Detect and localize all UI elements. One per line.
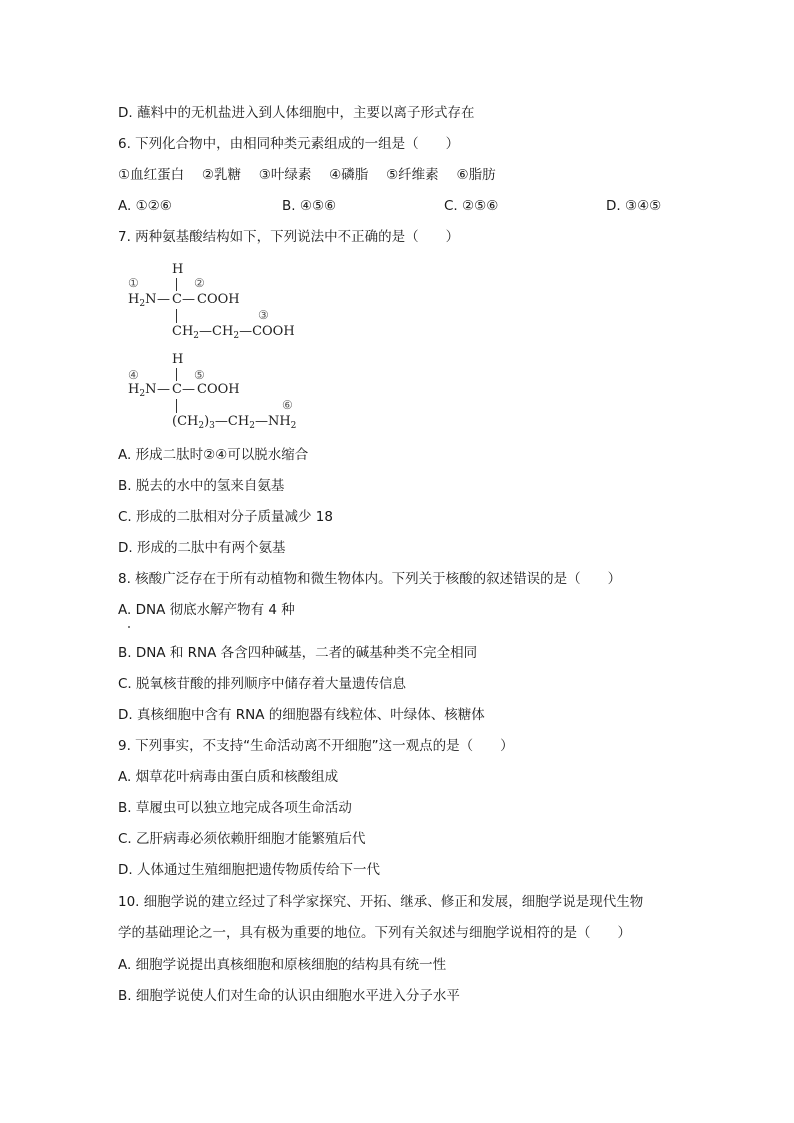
struct2-label-5: ⑤ bbox=[194, 368, 205, 382]
question-5-option-d: D. 蘸料中的无机盐进入到人体细胞中，主要以离子形式存在 bbox=[118, 105, 475, 121]
struct1-side-bond-2: — bbox=[239, 324, 253, 339]
struct1-ch-b: CH bbox=[212, 324, 234, 339]
struct1-amino-sub: 2 bbox=[139, 299, 146, 309]
question-7-option-d: D. 形成的二肽中有两个氨基 bbox=[118, 540, 286, 556]
struct2-nh: NH bbox=[267, 414, 291, 429]
struct2-ch-group: (CH bbox=[172, 414, 199, 429]
struct1-carboxyl: COOH bbox=[197, 292, 240, 307]
struct1-ch-a: CH bbox=[172, 324, 194, 339]
struct1-top-bond bbox=[176, 278, 177, 291]
struct1-bond-right: — bbox=[182, 292, 195, 307]
struct2-ch: CH bbox=[227, 414, 250, 429]
struct2-alpha-carbon: C bbox=[172, 382, 182, 397]
struct1-side-carboxyl: COOH bbox=[252, 324, 295, 339]
struct1-amino-h: H bbox=[128, 292, 140, 307]
question-7-option-a: A. 形成二肽时②④可以脱水缩合 bbox=[118, 447, 309, 463]
struct2-close-paren: ) bbox=[204, 414, 210, 429]
question-6-option-a: A. ①②⑥ bbox=[118, 198, 172, 214]
question-7-option-c: C. 形成的二肽相对分子质量减少 18 bbox=[118, 509, 333, 525]
struct2-amino-sub: 2 bbox=[139, 389, 146, 399]
struct1-bond-left: — bbox=[157, 292, 170, 307]
question-9-option-d: D. 人体通过生殖细胞把遗传物质传给下一代 bbox=[118, 862, 380, 878]
struct2-bond-left: — bbox=[157, 382, 170, 397]
struct2-bond-right: — bbox=[182, 382, 195, 397]
struct2-label-6: ⑥ bbox=[282, 398, 293, 412]
question-8-option-a: A. DNA 彻底水解产物有 4 种 bbox=[118, 602, 295, 618]
question-6-option-c: C. ②⑤⑥ bbox=[444, 198, 499, 214]
struct1-amino-n: N bbox=[145, 292, 157, 307]
stray-dot bbox=[128, 626, 130, 628]
struct2-side-bond-1: — bbox=[214, 414, 228, 429]
struct2-side-chain bbox=[172, 414, 296, 431]
struct2-ch-sub: 2 bbox=[249, 421, 255, 431]
struct2-top-bond bbox=[176, 368, 177, 381]
question-7-stem: 7. 两种氨基酸结构如下，下列说法中不正确的是（ ） bbox=[118, 229, 460, 245]
struct1-alpha-carbon: C bbox=[172, 292, 182, 307]
struct2-amino-h: H bbox=[128, 382, 140, 397]
question-6-option-b: B. ④⑤⑥ bbox=[282, 198, 337, 214]
question-9-stem: 9. 下列事实，不支持“生命活动离不开细胞”这一观点的是（ ） bbox=[118, 738, 514, 754]
struct1-side-bond-1: — bbox=[199, 324, 213, 339]
struct2-ch-group-sub: 2 bbox=[198, 421, 205, 431]
question-6-items: ①血红蛋白 ②乳糖 ③叶绿素 ④磷脂 ⑤纤维素 ⑥脂肪 bbox=[118, 167, 496, 183]
amino-acid-structure-2 bbox=[118, 350, 378, 434]
question-8-stem: 8. 核酸广泛存在于所有动植物和微生物体内。下列关于核酸的叙述错误的是（ ） bbox=[118, 571, 622, 587]
struct1-h-atom: H bbox=[172, 262, 184, 277]
question-10-option-b: B. 细胞学说使人们对生命的认识由细胞水平进入分子水平 bbox=[118, 988, 460, 1004]
struct1-label-3: ③ bbox=[258, 308, 269, 322]
struct1-label-2: ② bbox=[194, 276, 205, 290]
struct1-side-chain bbox=[172, 324, 295, 341]
struct1-amino-group bbox=[128, 292, 156, 309]
question-10-stem-line-1: 10. 细胞学说的建立经过了科学家探究、开拓、继承、修正和发展，细胞学说是现代生物 bbox=[118, 894, 644, 910]
question-8-option-d: D. 真核细胞中含有 RNA 的细胞器有线粒体、叶绿体、核糖体 bbox=[118, 707, 485, 723]
question-7-option-b: B. 脱去的水中的氢来自氨基 bbox=[118, 478, 285, 494]
question-10-option-a: A. 细胞学说提出真核细胞和原核细胞的结构具有统一性 bbox=[118, 957, 447, 973]
struct2-h-atom: H bbox=[172, 352, 184, 367]
struct2-side-bond-2: — bbox=[254, 414, 268, 429]
struct1-side-bond bbox=[176, 309, 177, 323]
question-6-option-d: D. ③④⑤ bbox=[606, 198, 662, 214]
struct2-label-4: ④ bbox=[128, 368, 139, 382]
struct2-amino-n: N bbox=[145, 382, 157, 397]
question-10-stem-line-2: 学的基础理论之一，具有极为重要的地位。下列有关叙述与细胞学说相符的是（ ） bbox=[118, 925, 631, 941]
struct2-amino-group bbox=[128, 382, 156, 399]
struct2-nh-sub: 2 bbox=[290, 421, 297, 431]
struct2-repeat-sub: 3 bbox=[209, 421, 215, 431]
struct1-ch-a-sub: 2 bbox=[193, 331, 200, 341]
amino-acid-structure-1 bbox=[118, 258, 378, 342]
question-9-option-a: A. 烟草花叶病毒由蛋白质和核酸组成 bbox=[118, 769, 339, 785]
question-6-stem: 6. 下列化合物中，由相同种类元素组成的一组是（ ） bbox=[118, 136, 460, 152]
question-8-option-c: C. 脱氧核苷酸的排列顺序中储存着大量遗传信息 bbox=[118, 676, 407, 692]
struct1-label-1: ① bbox=[128, 276, 139, 290]
struct2-carboxyl: COOH bbox=[197, 382, 240, 397]
struct2-side-bond bbox=[176, 399, 177, 413]
struct1-ch-b-sub: 2 bbox=[233, 331, 240, 341]
question-9-option-c: C. 乙肝病毒必须依赖肝细胞才能繁殖后代 bbox=[118, 831, 366, 847]
question-9-option-b: B. 草履虫可以独立地完成各项生命活动 bbox=[118, 800, 352, 816]
question-8-option-b: B. DNA 和 RNA 各含四种碱基，二者的碱基种类不完全相同 bbox=[118, 645, 478, 661]
